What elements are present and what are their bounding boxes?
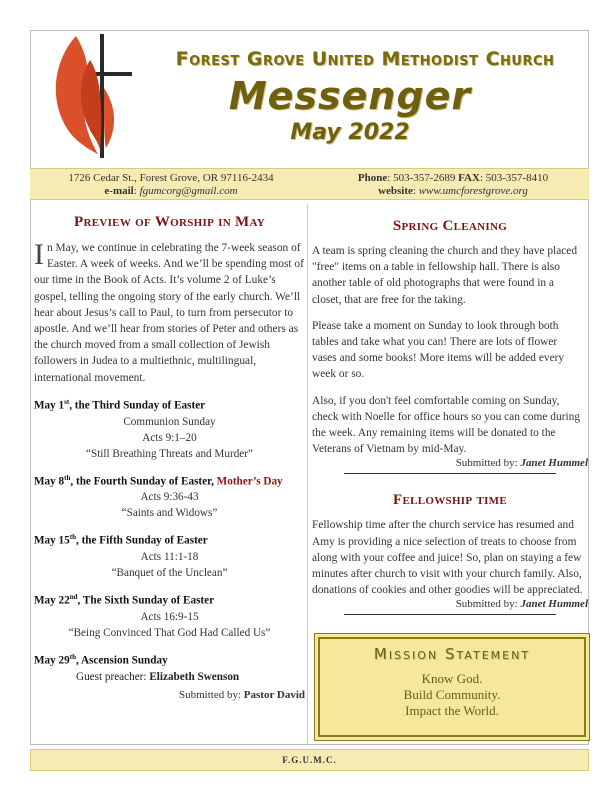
guest-name: Elizabeth Swenson <box>149 670 240 683</box>
service-title <box>34 394 305 414</box>
submitted-name: Pastor David <box>243 688 305 701</box>
service-title <box>34 529 305 549</box>
section-divider <box>344 614 556 615</box>
mission-statement-box <box>318 637 586 737</box>
guest-label: Guest preacher: <box>76 670 150 683</box>
mission-title: Mission Statement <box>373 645 531 663</box>
service-entry <box>34 394 305 462</box>
service-title <box>34 589 305 609</box>
church-name: Forest Grove United Methodist Church <box>175 48 555 70</box>
issue-date: May 2022 <box>290 120 410 145</box>
email-link[interactable]: fgumcorg@gmail.com <box>139 185 238 197</box>
address: 1726 Cedar St., Forest Grove, OR 97116-2434 <box>68 172 274 184</box>
service-entry <box>34 589 305 641</box>
date-ordinal: st <box>64 397 70 406</box>
submitted-label: Submitted by: <box>455 598 521 611</box>
mission-lines <box>320 671 584 719</box>
phone-label: Phone <box>357 172 388 184</box>
cleaning-submitted <box>312 457 588 469</box>
date-ordinal: th <box>69 652 76 661</box>
service-detail: Acts 9:1–20 <box>142 431 197 444</box>
fax-number: 503-357-8410 <box>485 172 549 184</box>
fellowship-title: Fellowship time <box>393 492 507 509</box>
service-detail: Acts 16:9-15 <box>140 610 199 623</box>
service-name: , the Fifth Sunday of Easter <box>75 535 208 548</box>
mission-line: Know God. <box>421 671 483 686</box>
contact-right <box>318 172 588 198</box>
footer: F.G.U.M.C. <box>30 749 589 771</box>
submitted-label: Submitted by: <box>455 457 521 470</box>
phone-number: 503-357-2689 <box>393 172 456 184</box>
fellowship-body: Fellowship time after the church service has resumed and Amy is providing a nice selection of treats to choose from along with your coffee and juice! So, plan on staying a few minutes after church to visit with your church family. Also, donations of cookies and other goodies will be appreciated. <box>312 519 583 597</box>
fellowship-submitted <box>312 598 588 610</box>
website-label: website <box>378 185 413 197</box>
date-ordinal: nd <box>69 593 78 602</box>
service-name: , the Third Sunday of Easter <box>69 399 206 412</box>
service-title <box>34 649 305 669</box>
cross-and-flame-icon <box>46 30 136 162</box>
left-column <box>32 204 308 744</box>
spring-cleaning-body <box>312 243 588 457</box>
service-entry <box>34 470 305 522</box>
service-detail: “Being Convinced That God Had Called Us” <box>68 626 271 639</box>
submitted-label: Submitted by: <box>179 688 244 701</box>
submitted-name: Janet Hummel <box>520 598 588 611</box>
service-detail: Acts 11:1-18 <box>140 551 199 564</box>
spring-cleaning-title: Spring Cleaning <box>392 218 508 234</box>
mission-line: Impact the World. <box>405 703 499 718</box>
worship-intro <box>34 240 305 386</box>
submitted-name: Janet Hummel <box>520 457 588 470</box>
website-link[interactable]: www.umcforestgrove.org <box>418 185 528 197</box>
service-entry <box>34 529 305 581</box>
newsletter-title: Messenger <box>228 74 472 118</box>
website-line: website: www.umcforestgrove.org <box>378 185 528 197</box>
service-detail: “Banquet of the Unclean” <box>111 567 228 580</box>
service-name: , Ascension Sunday <box>75 654 168 667</box>
service-date: May 22 <box>34 594 70 607</box>
cleaning-paragraph: Also, if you don't feel comfortable coming on Sunday, check with Noelle for office hours so you can come during the week. Any remaining items will be donated to the Veterans of Vietnam by mid-May. <box>312 394 581 456</box>
service-date: May 15 <box>34 535 70 548</box>
service-date: May 1 <box>34 399 65 412</box>
service-name: , the Fourth Sunday of Easter, <box>70 475 217 488</box>
service-date: May 8 <box>34 475 65 488</box>
date-ordinal: th <box>69 533 76 542</box>
dropcap: I <box>34 238 44 271</box>
worship-preview-title: Preview of Worship in May <box>74 214 265 230</box>
cleaning-paragraph: A team is spring cleaning the church and they have placed "free" items on a table in fellowship hall. There is also another table of old photographs that were found in a closet, that are free for the taking. <box>312 245 578 306</box>
date-ordinal: th <box>64 473 71 482</box>
email-label: e-mail <box>104 185 134 197</box>
cleaning-paragraph: Please take a moment on Sunday to look through both tables and take what you can! There are lots of flower vases and some books! More items will be added every week or so. <box>312 319 565 381</box>
service-list <box>34 394 305 669</box>
service-title <box>34 470 305 490</box>
mission-line: Build Community. <box>403 687 501 702</box>
service-entry <box>34 649 305 669</box>
service-name: , The Sixth Sunday of Easter <box>77 594 215 607</box>
service-detail: “Still Breathing Threats and Murder” <box>86 447 253 460</box>
worship-submitted <box>34 687 305 703</box>
service-date: May 29 <box>34 654 70 667</box>
service-detail: “Saints and Widows” <box>121 507 218 520</box>
contact-band <box>30 168 589 200</box>
fax-label: FAX <box>458 172 480 184</box>
service-detail: Communion Sunday <box>123 415 216 428</box>
contact-left <box>30 172 312 198</box>
email-line: e-mail: fgumcorg@gmail.com <box>104 185 238 197</box>
worship-intro-text: n May, we continue in celebrating the 7-week season of Easter. A week of weeks. And we’ll be spending most of our time in the Book of Acts. It’s volume 2 of Luke’s gospel, telling the ongoing story of the early church. We’ll hear about Jesus’s call to Paul, to turn from persecutor to apostle. And we’ll hear from stories of Peter and others as the church moved from a small collection of Jewish followers in Judea to a multiethnic, multilingual, international movement. <box>34 242 304 384</box>
right-column <box>312 204 588 744</box>
service-highlight: Mother’s Day <box>216 475 283 488</box>
phone-line: Phone: 503-357-2689 FAX: 503-357-8410 <box>357 172 549 184</box>
guest-preacher <box>34 669 305 703</box>
section-divider <box>344 473 556 474</box>
service-detail: Acts 9:36-43 <box>140 491 199 504</box>
